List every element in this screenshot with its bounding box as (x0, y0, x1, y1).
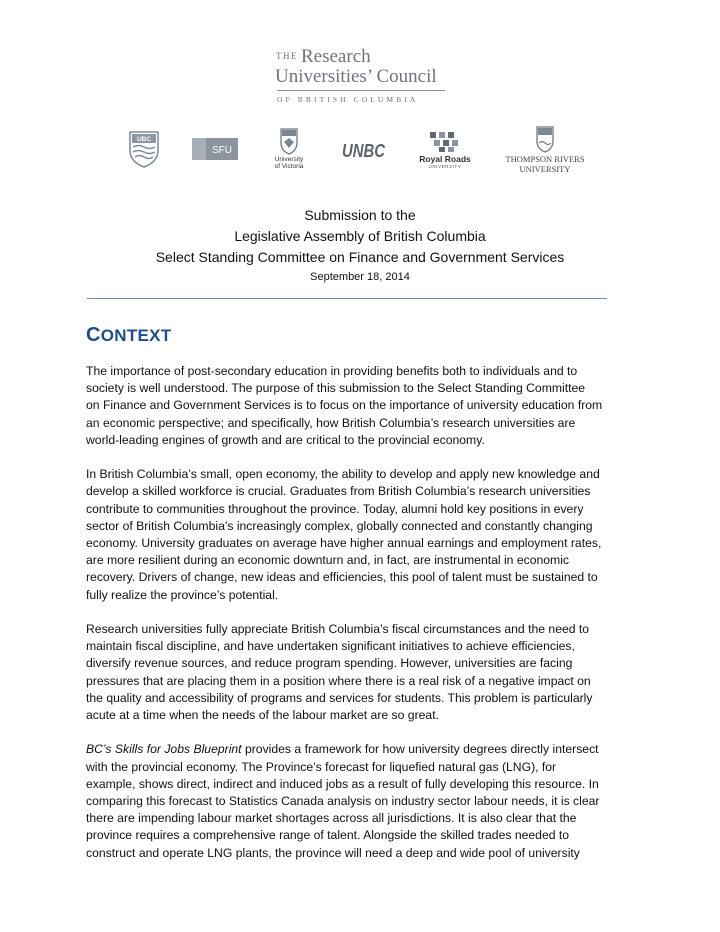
paragraph-line: there are impending labour market shortages across all jurisdictions. It is also clear that the (86, 811, 577, 826)
paragraph-line: an economic perspective; and specifically, how British Columbia’s research universities are (86, 415, 576, 430)
paragraph-line: the quality and accessibility of programs and services for students. This problem is particularly (86, 690, 593, 705)
paragraph-line-rest: provides a framework for how university degrees directly intersect (241, 742, 599, 757)
council-logo-line3: OF BRITISH COLUMBIA (277, 95, 419, 104)
paragraph-line: province requires a comprehensive range of talent. Alongside the skilled trades needed to (86, 828, 570, 843)
unbc-logo (341, 138, 386, 162)
unbc-logo-text: UNBC (342, 141, 386, 161)
submission-date: September 18, 2014 (310, 271, 410, 283)
uvic-logo-text (268, 156, 310, 170)
document-body (86, 363, 640, 879)
thompson-rivers-logo-name: THOMPSON RIVERS (505, 154, 585, 164)
university-logos (0, 0, 720, 180)
paragraph-line: diversify revenue sources, and reduce program spending. However, universities are facing (86, 656, 573, 671)
sfu-logo (192, 138, 238, 160)
paragraph-line: on Finance and Government Services is to focus on the importance of university education from (86, 398, 603, 413)
paragraph-line: develop a skilled workforce is crucial. Graduates from British Columbia’s research universities (86, 484, 591, 499)
heading-initial: C (86, 324, 101, 346)
paragraph-1 (86, 363, 640, 449)
uvic-logo-line2: of Victoria (274, 163, 304, 170)
royal-roads-logo-subtitle: UNIVERSITY (428, 164, 462, 169)
council-logo-research: Research (301, 46, 371, 67)
paragraph-line: are more resilient during an economic downturn and, in fact, are instrumental in economic (86, 553, 570, 568)
ubc-logo-text: UBC (136, 136, 152, 143)
thompson-rivers-crest-icon (502, 126, 588, 154)
uvic-logo (268, 128, 310, 172)
title-line-1: Submission to the (304, 207, 416, 223)
paragraph-4 (86, 741, 640, 861)
ubc-logo (127, 130, 161, 168)
paragraph-line: comparing this forecast to Statistics Canada analysis on industry sector labour needs, it is clear (86, 794, 600, 809)
paragraph-line: pressures that are placing them in a position where there is a real risk of a negative impact on (86, 673, 591, 688)
skills-for-jobs-blueprint-title: BC’s Skills for Jobs Blueprint (86, 742, 242, 757)
title-line-2: Legislative Assembly of British Columbia (234, 228, 486, 244)
paragraph-line: acute at a time when the needs of the labour market are so great. (86, 708, 439, 723)
royal-roads-logo-name: Royal Roads (419, 154, 471, 164)
section-heading-context (86, 324, 172, 347)
thompson-rivers-logo (502, 126, 588, 174)
royal-roads-logo (416, 130, 474, 172)
paragraph-line: sector of British Columbia’s increasingly complex, globally connected and constantly changing (86, 518, 593, 533)
paragraph-2 (86, 466, 640, 604)
paragraph-line: society is well understood. The purpose of this submission to the Select Standing Committee (86, 381, 586, 396)
paragraph-3 (86, 621, 640, 724)
uvic-crest-icon (268, 128, 310, 156)
paragraph-line: with the provincial economy. The Province’s forecast for liquefied natural gas (LNG), for (86, 759, 557, 774)
paragraph-line: construct and operate LNG plants, the province will need a deep and wide pool of university (86, 845, 580, 860)
title-divider (87, 298, 607, 299)
council-logo-line2: Universities’ Council (275, 66, 437, 87)
paragraph-line: maintain fiscal discipline, and have undertaken significant initiatives to achieve efficiencies, (86, 639, 575, 654)
paragraph-line: economy. University graduates on average have higher annual earnings and employment rates, (86, 536, 602, 551)
heading-rest: ONTEXT (100, 326, 172, 345)
paragraph-line: world-leading engines of growth and are critical to the provincial economy. (86, 432, 485, 447)
paragraph-line: example, shows direct, indirect and induced jobs as a result of fully developing this resource. In (86, 776, 599, 791)
paragraph-line: In British Columbia’s small, open economy, the ability to develop and apply new knowledge and (86, 467, 600, 482)
paragraph-line: Research universities fully appreciate British Columbia’s fiscal circumstances and the need to (86, 622, 590, 637)
ubc-crest-icon (127, 130, 161, 168)
title-line-3: Select Standing Committee on Finance and Government Services (155, 249, 565, 265)
sfu-logo-text: SFU (212, 145, 232, 156)
paragraph-line: recovery. Drivers of change, new ideas and efficiencies, this pool of talent must be sustained to (86, 570, 598, 585)
paragraph-line: contribute to communities throughout the province. Today, alumni hold key positions in every (86, 501, 584, 516)
thompson-rivers-logo-subtitle: UNIVERSITY (519, 164, 571, 174)
paragraph-line: The importance of post-secondary education in providing benefits both to individuals and to (86, 364, 578, 378)
uvic-logo-line1: University (274, 156, 304, 163)
paragraph-line (86, 741, 640, 758)
council-logo-the: THE (276, 51, 298, 61)
submission-title-block (0, 205, 720, 285)
royal-roads-crest-icon (416, 130, 474, 154)
paragraph-line: fully realize the province’s potential. (86, 587, 279, 602)
